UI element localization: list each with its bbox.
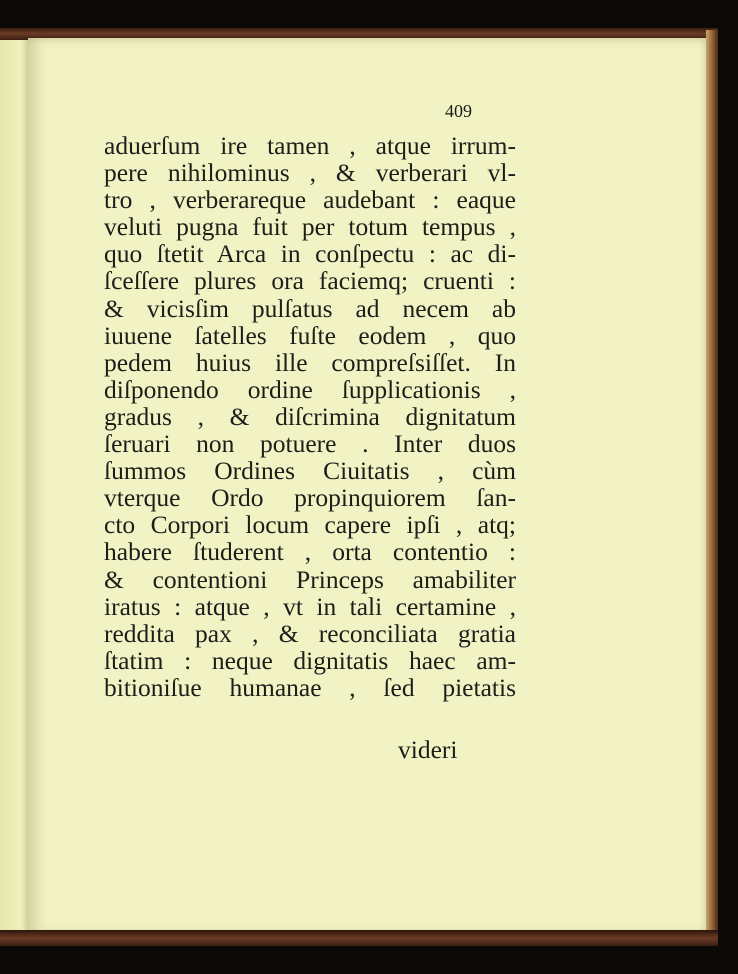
text-line: iratus : atque , vt in tali certamine , (104, 591, 516, 621)
binding-right-edge (706, 30, 718, 942)
text-line: diſponendo ordine ſupplicationis , (104, 374, 516, 404)
text-line: aduerſum ire tamen , atque irrum- (104, 131, 516, 160)
text-line: iuuene ſatelles fuſte eodem , quo (104, 320, 516, 350)
text-line: reddita pax , & reconciliata gratia (104, 618, 516, 648)
text-line: & vicisſim pulſatus ad necem ab (104, 293, 516, 323)
text-line: bitioniſue humanae , ſed pietatis (104, 672, 516, 702)
text-line: cto Corpori locum capere ipſi , atq; (104, 510, 516, 540)
text-line: ſceſſere plures ora faciemq; cruenti : (104, 266, 516, 296)
text-line: tro , verberareque audebant : eaque (104, 185, 516, 215)
text-line: pedem huius ille compreſsiſſet. In (104, 347, 516, 377)
body-text (104, 132, 516, 701)
text-line: ſeruari non potuere . Inter duos (104, 429, 516, 459)
text-line: veluti pugna fuit per totum tempus , (104, 212, 516, 242)
page-number: 409 (445, 101, 472, 121)
text-line: quo ſtetit Arca in conſpectu : ac di- (104, 239, 516, 269)
text-line: ſtatim : neque dignitatis haec am- (104, 645, 516, 675)
text-line: gradus , & diſcrimina dignitatum (104, 401, 516, 431)
catchword: videri (398, 735, 458, 764)
left-page-edge (0, 40, 30, 935)
text-line: pere nihilominus , & verberari vl- (104, 158, 516, 188)
text-line: ſummos Ordines Ciuitatis , cùm (104, 456, 516, 486)
text-line: habere ſtuderent , orta contentio : (104, 537, 516, 567)
text-line: & contentioni Princeps amabiliter (104, 564, 516, 594)
binding-bottom-edge (0, 930, 718, 946)
text-line: vterque Ordo propinquiorem ſan- (104, 483, 516, 513)
